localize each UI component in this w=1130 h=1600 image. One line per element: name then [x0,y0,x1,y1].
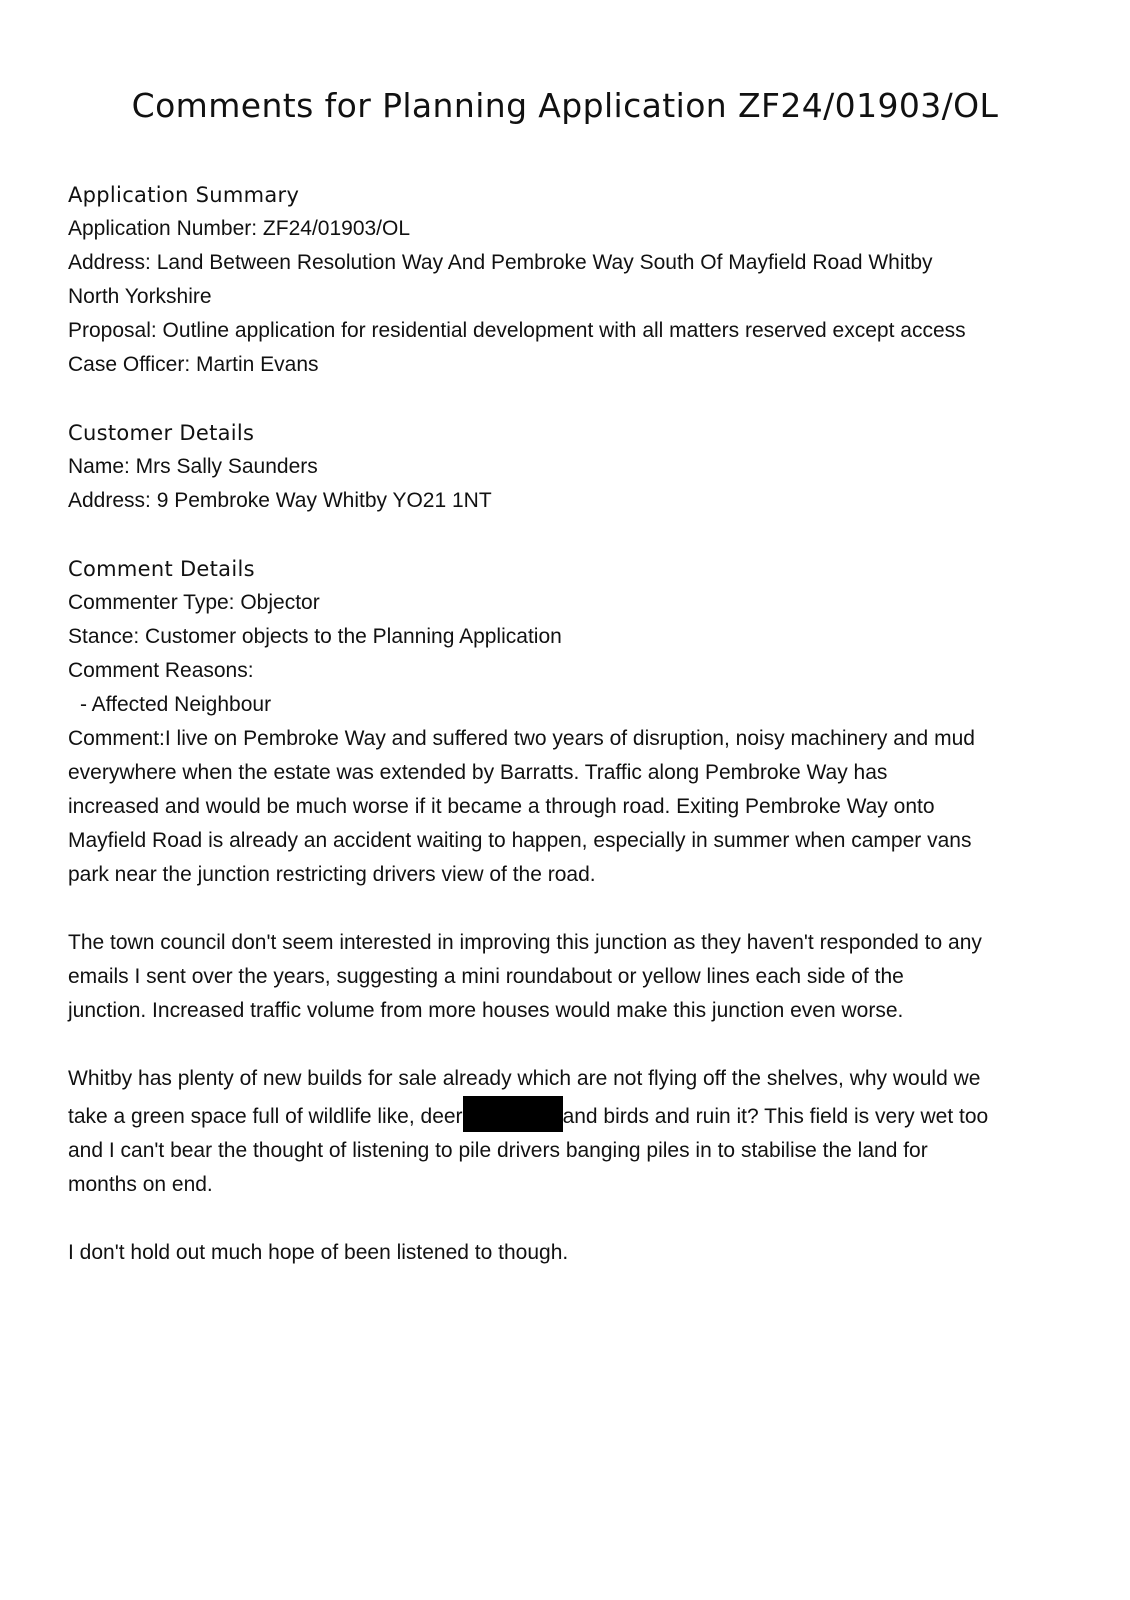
comment-line: Mayfield Road is already an accident waiting to happen, especially in summer when camper vans [68,829,972,852]
comment-line-with-redaction [68,1096,1068,1134]
application-summary-section [68,178,1068,382]
customer-details-heading: Customer Details [68,421,255,445]
commenter-type: Commenter Type: Objector [68,591,320,614]
comment-line: Whitby has plenty of new builds for sale already which are not flying off the shelves, why would we [68,1067,981,1090]
comment-line: emails I sent over the years, suggesting a mini roundabout or yellow lines each side of the [68,965,904,988]
customer-name: Name: Mrs Sally Saunders [68,455,318,478]
comment-details-section [68,552,1068,1270]
paragraph-spacer [68,892,1068,926]
comment-paragraph-3 [68,1062,1068,1202]
comment-line: increased and would be much worse if it became a through road. Exiting Pembroke Way onto [68,795,935,818]
document-body [68,178,1068,1270]
application-proposal: Proposal: Outline application for residential development with all matters reserved except access [68,319,966,342]
customer-details-section [68,416,1068,518]
comment-line: and I can't bear the thought of listening to pile drivers banging piles in to stabilise the land for [68,1139,928,1162]
comment-text-before-redaction: take a green space full of wildlife like, deer [68,1105,463,1128]
case-officer: Case Officer: Martin Evans [68,353,319,376]
comment-reasons-label: Comment Reasons: [68,659,254,682]
page-title: Comments for Planning Application ZF24/01903/OL [131,86,999,125]
comment-line: Comment:I live on Pembroke Way and suffered two years of disruption, noisy machinery and mud [68,727,975,750]
comment-line: everywhere when the estate was extended by Barratts. Traffic along Pembroke Way has [68,761,888,784]
comment-line: park near the junction restricting drivers view of the road. [68,863,596,886]
comment-line: months on end. [68,1173,213,1196]
section-spacer [68,518,1068,552]
comment-paragraph-1 [68,722,1068,892]
comment-paragraph-4: I don't hold out much hope of been listened to though. [68,1241,569,1264]
application-summary-heading: Application Summary [68,183,300,207]
comment-details-heading: Comment Details [68,557,255,581]
redaction-box [463,1096,563,1132]
application-address-line2: North Yorkshire [68,285,212,308]
section-spacer [68,382,1068,416]
comment-line: The town council don't seem interested in improving this junction as they haven't responded to any [68,931,982,954]
comment-text-after-redaction: and birds and ruin it? This field is very wet too [562,1105,989,1128]
customer-address: Address: 9 Pembroke Way Whitby YO21 1NT [68,489,492,512]
comment-line: junction. Increased traffic volume from more houses would make this junction even worse. [68,999,904,1022]
comment-paragraph-2 [68,926,1068,1028]
application-number: Application Number: ZF24/01903/OL [68,217,411,240]
stance: Stance: Customer objects to the Planning Application [68,625,562,648]
application-address-line1: Address: Land Between Resolution Way And Pembroke Way South Of Mayfield Road Whitby [68,251,933,274]
comment-reason-item: - Affected Neighbour [80,693,272,716]
paragraph-spacer [68,1028,1068,1062]
paragraph-spacer [68,1202,1068,1236]
